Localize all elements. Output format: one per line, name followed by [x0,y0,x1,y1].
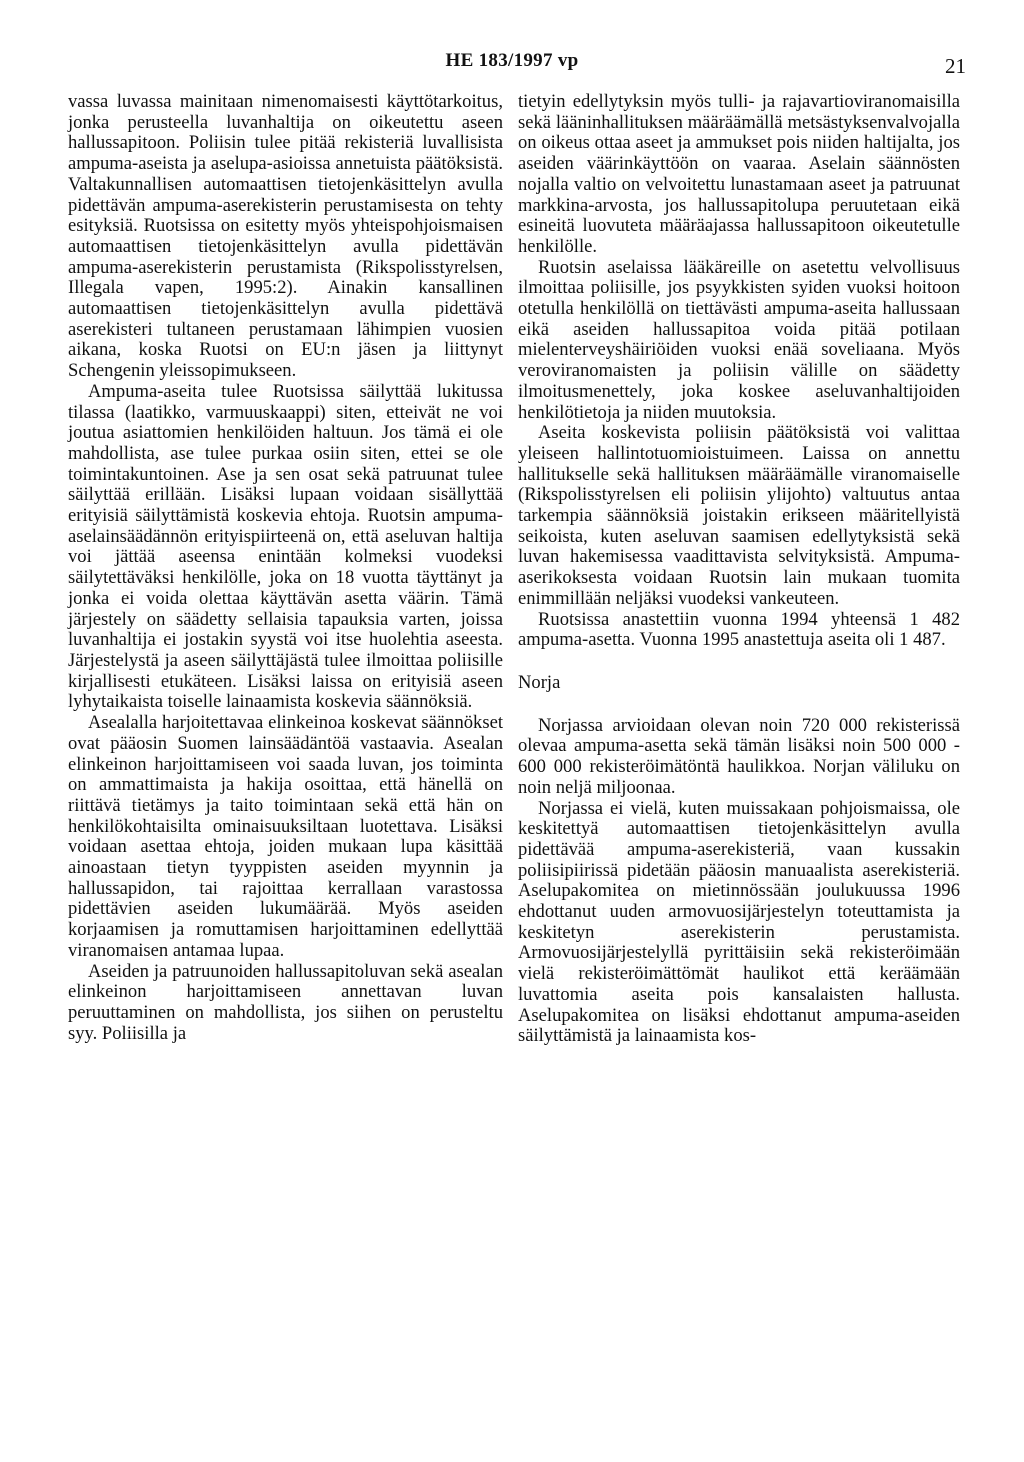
document-id: HE 183/1997 vp [445,50,579,71]
paragraph: Norjassa arvioidaan olevan noin 720 000 rekisterissä olevaa ampuma-asetta sekä tämän lisäksi noin 500 000 - 600 000 rekisteröimätöntä haulikkoa. Norjan väliluku on noin neljä miljoonaa. [518,714,960,798]
paragraph: Aseiden ja patruunoiden hallussapitoluvan sekä asealan elinkeinon harjoittamiseen annettavan luvan peruuttaminen on mahdollista, jos siihen on perusteltu syy. Poliisilla ja [68,960,503,1044]
right-column [518,92,960,1047]
paragraph: tietyin edellytyksin myös tulli- ja rajavartioviranomaisilla sekä lääninhallituksen määräämällä metsästyksenvalvojalla on oikeus ottaa aseet ja ammukset pois niiden haltijalta, jos aseiden väärinkäyttöön on vaaraa. Aselain säännösten nojalla valtio on velvoitettu lunastamaan aseet ja patruunat markkina-arvosta, jos hallussapitolupa peruutetaan eikä esineitä luovuteta määräajassa hallussapitoon oikeutetulle henkilölle. [518,91,960,257]
page-header [0,50,1024,80]
paragraph: Ruotsin aselaissa lääkäreille on asetettu velvollisuus ilmoittaa poliisille, jos psyykkisten syiden vuoksi hoitoon otetulla henkilöllä on tiettävästi ampuma-aseita hallussaan eikä aseiden hallussapitoa voida pitää potilaan mielenterveyshäiriöiden vuoksi enää soveliaana. Myös veroviranomaisten ja poliisin välille on säädetty ilmoitusmenettely, joka koskee aseluvanhaltijoiden henkilötietoja ja niiden muutoksia. [518,256,960,423]
paragraph: Asealalla harjoitettavaa elinkeinoa koskevat säännökset ovat pääosin Suomen lainsäädäntöä vastaavia. Asealan elinkeinon harjoittamiseen voi saada luvan, jos toiminta on ammattimaista ja hakija osoittaa, että hänellä on riittävä tietämys ja taito toimintaan sekä että hän on henkilökohtaisilta ominaisuuksiltaan luotettava. Lisäksi voidaan asettaa ehtoja, joiden mukaan lupa käsittää ainoastaan tietyn tyyppisten aseiden myynnin ja hallussapidon, tai rajoittaa kerrallaan varastossa pidettävien aseiden lukumäärää. Myös aseiden korjaamisen ja romuttamisen harjoittaminen edellyttää viranomaisen antamaa lupaa. [68,712,503,961]
page-number: 21 [945,54,966,78]
paragraph: Ampuma-aseita tulee Ruotsissa säilyttää lukitussa tilassa (laatikko, varmuuskaappi) siten, etteivät ne voi joutua asiattomien henkilöiden haltuun. Jos tämä ei ole mahdollista, ase tulee purkaa osiin siten, ettei se ole toimintakuntoinen. Ase ja sen osat sekä patruunat tulee säilyttää erillään. Lisäksi lupaan voidaan sisällyttää erityisiä säilyttämistä koskevia ehtoja. Ruotsin ampuma-aselainsäädännön erityispiirteenä on, että aseluvan haltija voi jättää aseensa enintään kolmeksi vuodeksi säilytettäväksi henkilölle, joka on 18 vuotta täyttänyt ja jonka ei voida olettaa käyttävän asetta väärin. Tämä järjestely on säädetty sellaisia tapauksia varten, joissa luvanhaltija ei jostakin syystä voi itse huolehtia aseesta. Järjestelystä ja aseen säilyttäjästä tulee ilmoittaa poliisille kirjallisesti etukäteen. Lisäksi laissa on erityisiä aseen lyhytaikaista toiselle lainaamista koskevia säännöksiä. [68,380,503,713]
paragraph: Ruotsissa anastettiin vuonna 1994 yhteensä 1 482 ampuma-asetta. Vuonna 1995 anastettuja aseita oli 1 487. [518,608,960,651]
paragraph: vassa luvassa mainitaan nimenomaisesti käyttötarkoitus, jonka perusteella luvanhaltija on oikeutettu aseen hallussapitoon. Poliisin tulee pitää rekisteriä luvallisista ampuma-aseista ja aselupa-asioissa annetuista päätöksistä. Valtakunnallisen automaattisen tietojenkäsittelyn avulla pidettävän ampuma-aserekisterin perustamisesta on tehty esityksiä. Ruotsissa on esitetty myös yhteispohjoismaisen automaattisen tietojenkäsittelyn avulla pidettävän ampuma-aserekisterin perustamista (Rikspolisstyrelsen, Illegala vapen, 1995:2). Ainakin kansallinen automaattisen tietojenkäsittelyn avulla pidettävä aserekisteri tultaneen perustamaan lähimpien vuosien aikana, koska Ruotsi on EU:n jäsen ja liittynyt Schengenin yleissopimukseen. [68,91,503,382]
left-column [68,92,503,1044]
section-heading: Norja [518,671,561,693]
paragraph: Norjassa ei vielä, kuten muissakaan pohjoismaissa, ole keskitettyä automaattisen tietojenkäsittelyn avulla pidettävää ampuma-aserekisteriä, vaan kussakin poliisipiirissä pidetään pääosin manuaalista aserekisteriä. Aselupakomitea on mietinnössään joulukuussa 1996 ehdottanut uuden armovuosijärjestelyn toteuttamista ja keskitetyn aserekisterin perustamista. Armovuosijärjestelyllä pyrittäisiin sekä rekisteröimään vielä rekisteröimättömät haulikot että keräämään luvattomia aseita pois kansalaisten hallusta. Aselupakomitea on lisäksi ehdottanut ampuma-aseiden säilyttämistä ja lainaamista kos- [518,797,960,1047]
paragraph: Aseita koskevista poliisin päätöksistä voi valittaa yleiseen hallintotuomioistuimeen. Laissa on annettu hallitukselle sekä hallituksen määräämälle viranomaiselle (Rikspolisstyrelsen eli poliisin ylijohto) valtuutus antaa tarkempia säännöksiä joistakin erikseen määritellyistä seikoista, kuten aseluvan saamisen edellytyksistä sekä luvan hakemisessa vaadittavista selvityksistä. Ampuma-aserikoksesta voidaan Ruotsin lain mukaan tuomita enimmillään neljäksi vuodeksi vankeuteen. [518,422,960,609]
